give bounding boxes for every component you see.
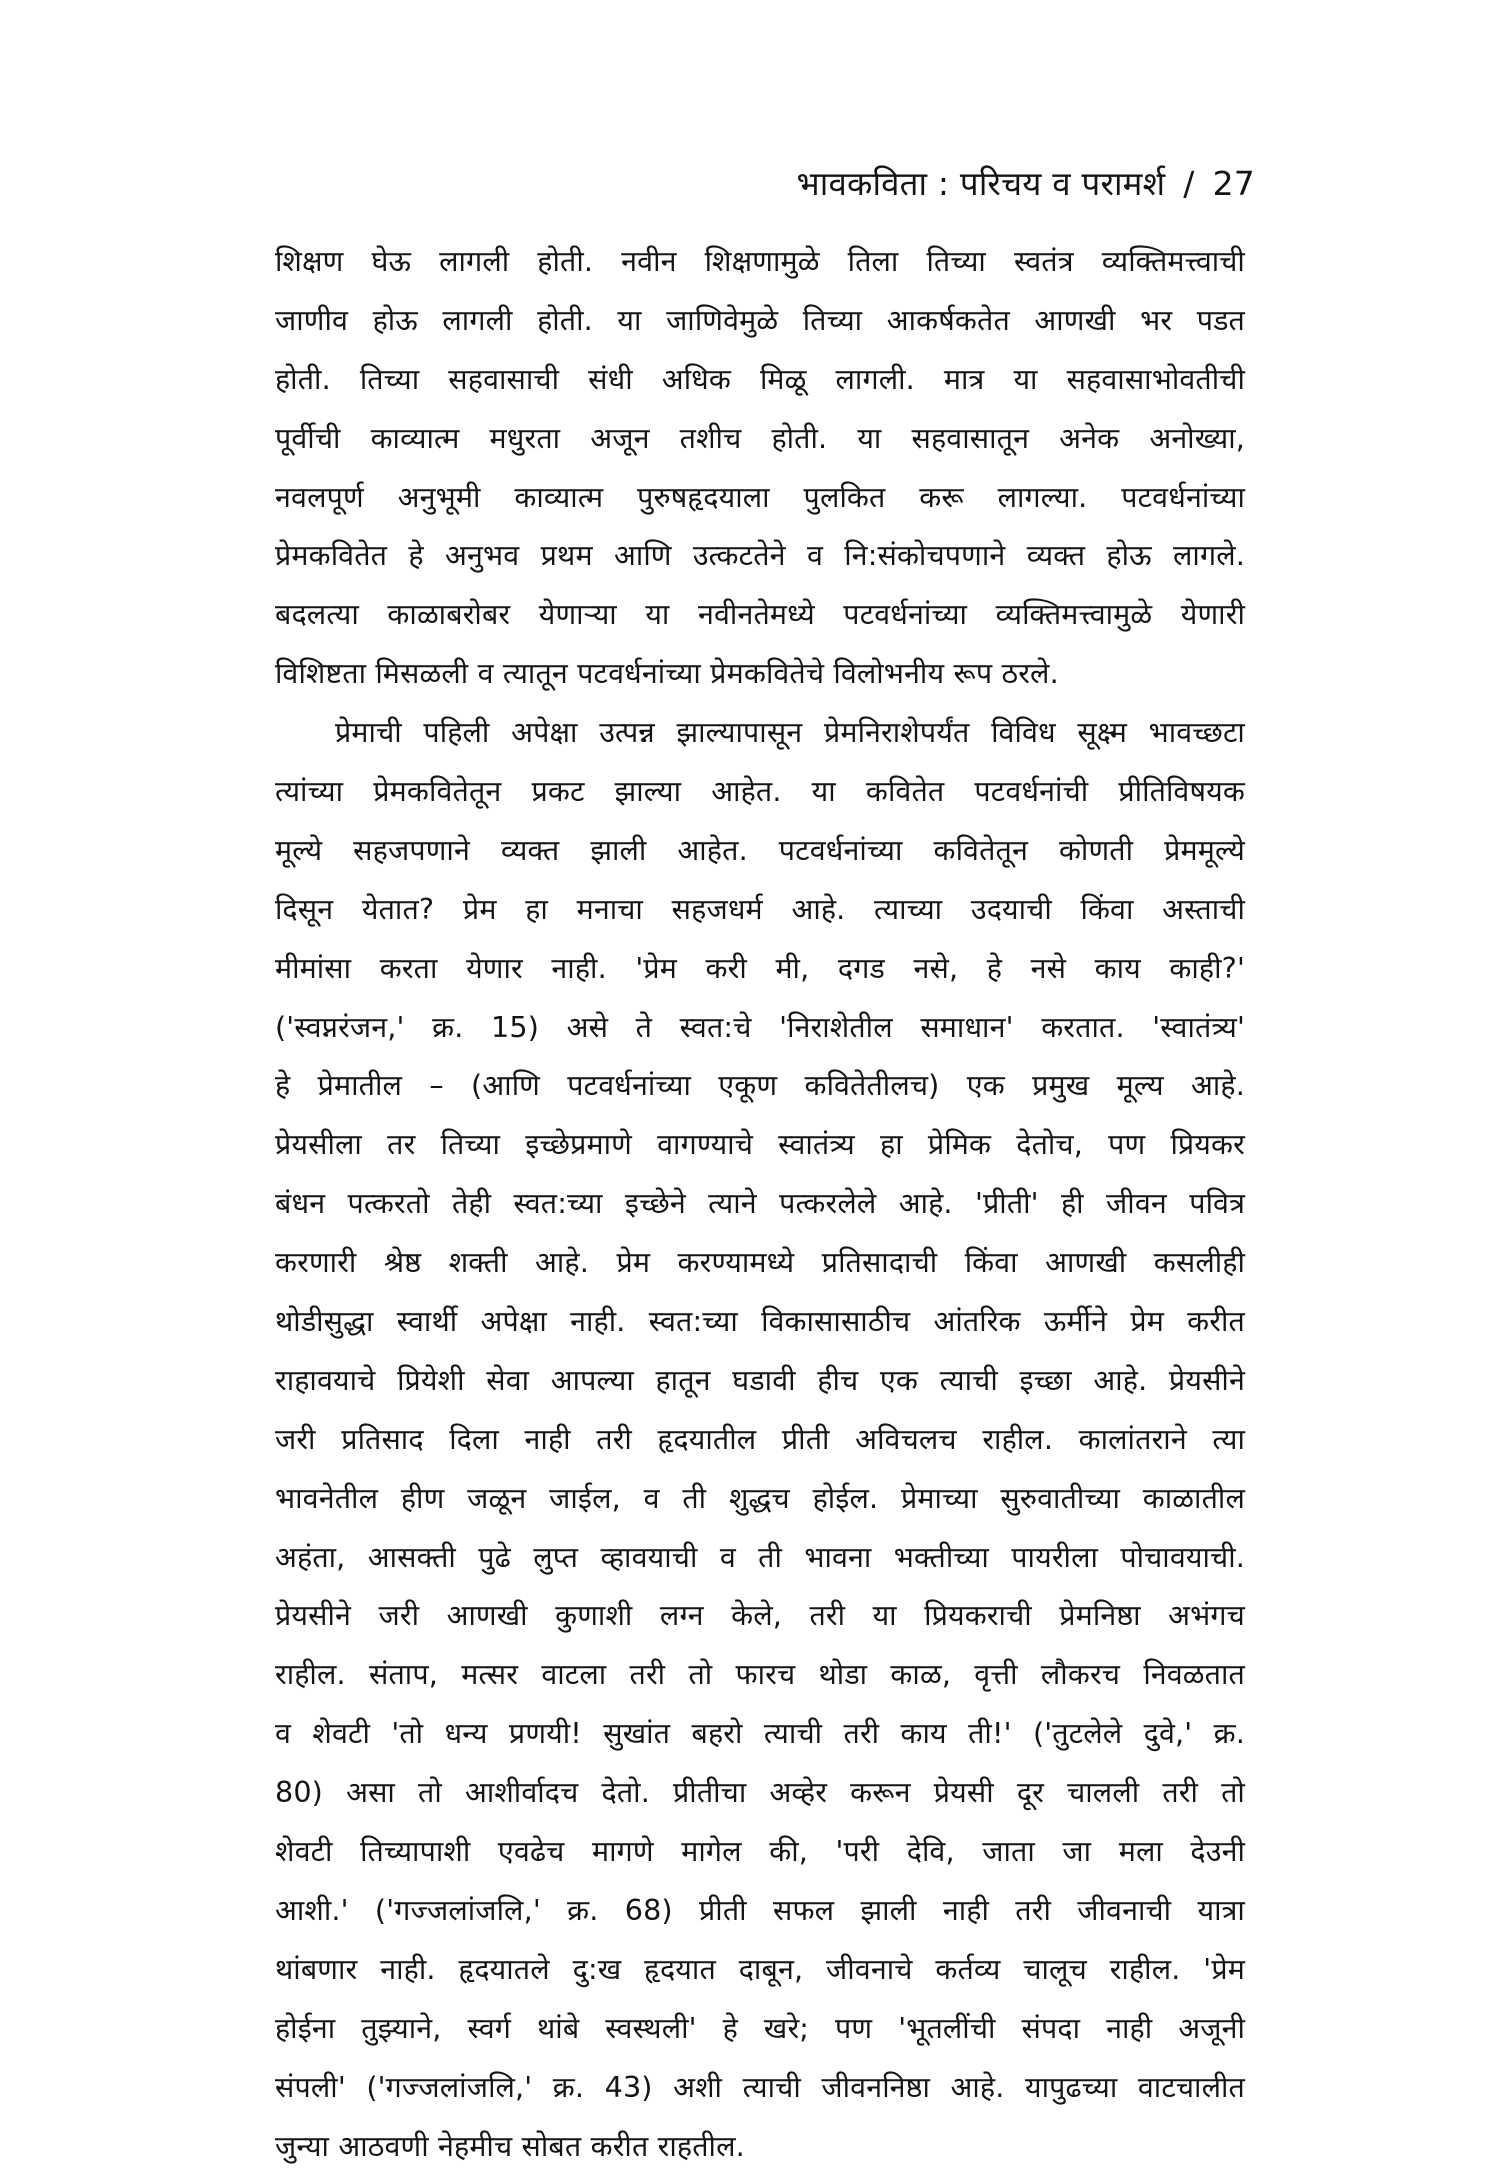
text-line: व शेवटी 'तो धन्य प्रणयी! सुखांत बहरो त्याची तरी काय ती!' ('तुटलेले दुवे,' क्र.: [275, 1704, 1245, 1763]
paragraph-end-line: जुन्या आठवणी नेहमीच सोबत करीत राहतील.: [275, 2117, 1245, 2175]
text-line: 80) असा तो आशीर्वादच देतो. प्रीतीचा अव्हेर करून प्रेयसी दूर चालली तरी तो: [275, 1763, 1245, 1822]
text-line: प्रेयसीला तर तिच्या इच्छेप्रमाणे वागण्याचे स्वातंत्र्य हा प्रेमिक देतोच, पण प्रियकर: [275, 1115, 1245, 1174]
text-line: करणारी श्रेष्ठ शक्ती आहे. प्रेम करण्यामध्ये प्रतिसादाची किंवा आणखी कसलीही: [275, 1233, 1245, 1292]
text-line: बदलत्या काळाबरोबर येणाऱ्या या नवीनतेमध्ये पटवर्धनांच्या व्यक्तिमत्त्वामुळे येणारी: [275, 585, 1245, 644]
text-line: अहंता, आसक्ती पुढे लुप्त व्हावयाची व ती भावना भक्तीच्या पायरीला पोचावयाची.: [275, 1528, 1245, 1587]
text-line: नवलपूर्ण अनुभूमी काव्यात्म पुरुषहृदयाला पुलकित करू लागल्या. पटवर्धनांच्या: [275, 468, 1245, 527]
text-line: त्यांच्या प्रेमकवितेतून प्रकट झाल्या आहेत. या कवितेत पटवर्धनांची प्रीतिविषयक: [275, 762, 1245, 821]
text-line: जरी प्रतिसाद दिला नाही तरी हृदयातील प्रीती अविचलच राहील. कालांतराने त्या: [275, 1410, 1245, 1469]
paragraph-end-line: विशिष्टता मिसळली व त्यातून पटवर्धनांच्या प्रेमकवितेचे विलोभनीय रूप ठरले.: [275, 644, 1245, 703]
body-text: [275, 232, 1245, 2175]
text-line: शेवटी तिच्यापाशी एवढेच मागणे मागेल की, 'परी देवि, जाता जा मला देउनी: [275, 1822, 1245, 1881]
text-line: पूर्वीची काव्यात्म मधुरता अजून तशीच होती. या सहवासातून अनेक अनोख्या,: [275, 409, 1245, 468]
book-title: भावकविता : परिचय व परामर्श: [797, 164, 1166, 203]
text-line: प्रेयसीने जरी आणखी कुणाशी लग्न केले, तरी या प्रियकराची प्रेमनिष्ठा अभंगच: [275, 1586, 1245, 1645]
text-line: दिसून येतात? प्रेम हा मनाचा सहजधर्म आहे. त्याच्या उदयाची किंवा अस्ताची: [275, 880, 1245, 939]
page-number: 27: [1213, 164, 1255, 203]
running-header: [797, 162, 1256, 206]
text-line: राहील. संताप, मत्सर वाटला तरी तो फारच थोडा काळ, वृत्ती लौकरच निवळतात: [275, 1645, 1245, 1704]
text-line: थोडीसुद्धा स्वार्थी अपेक्षा नाही. स्वत:च्या विकासासाठीच आंतरिक ऊर्मीने प्रेम करीत: [275, 1292, 1245, 1351]
text-line: थांबणार नाही. हृदयातले दु:ख हृदयात दाबून, जीवनाचे कर्तव्य चालूच राहील. 'प्रेम: [275, 1940, 1245, 1999]
text-line: भावनेतील हीण जळून जाईल, व ती शुद्धच होईल. प्रेमाच्या सुरुवातीच्या काळातील: [275, 1469, 1245, 1528]
paragraph-start-line: प्रेमाची पहिली अपेक्षा उत्पन्न झाल्यापासून प्रेमनिराशेपर्यंत विविध सूक्ष्म भावच्छटा: [275, 703, 1245, 762]
text-line: आशी.' ('गज्जलांजलि,' क्र. 68) प्रीती सफल झाली नाही तरी जीवनाची यात्रा: [275, 1881, 1245, 1940]
text-line: मीमांसा करता येणार नाही. 'प्रेम करी मी, दगड नसे, हे नसे काय काही?': [275, 939, 1245, 998]
text-line: बंधन पत्करतो तेही स्वत:च्या इच्छेने त्याने पत्करलेले आहे. 'प्रीती' ही जीवन पवित्र: [275, 1174, 1245, 1233]
text-line: मूल्ये सहजपणाने व्यक्त झाली आहेत. पटवर्धनांच्या कवितेतून कोणती प्रेममूल्ये: [275, 821, 1245, 880]
text-line: होती. तिच्या सहवासाची संधी अधिक मिळू लागली. मात्र या सहवासाभोवतीची: [275, 350, 1245, 409]
header-separator: /: [1183, 164, 1194, 203]
text-line: होईना तुझ्याने, स्वर्ग थांबे स्वस्थली' हे खरे; पण 'भूतलींची संपदा नाही अजूनी: [275, 1999, 1245, 2058]
text-line: राहावयाचे प्रियेशी सेवा आपल्या हातून घडावी हीच एक त्याची इच्छा आहे. प्रेयसीने: [275, 1351, 1245, 1410]
text-line: ('स्वप्नरंजन,' क्र. 15) असे ते स्वत:चे 'निराशेतील समाधान' करतात. 'स्वातंत्र्य': [275, 998, 1245, 1057]
text-line: जाणीव होऊ लागली होती. या जाणिवेमुळे तिच्या आकर्षकतेत आणखी भर पडत: [275, 291, 1245, 350]
text-line: हे प्रेमातील – (आणि पटवर्धनांच्या एकूण कवितेतीलच) एक प्रमुख मूल्य आहे.: [275, 1056, 1245, 1115]
text-line: संपली' ('गज्जलांजलि,' क्र. 43) अशी त्याची जीवननिष्ठा आहे. यापुढच्या वाटचालीत: [275, 2058, 1245, 2117]
text-line: प्रेमकवितेत हे अनुभव प्रथम आणि उत्कटतेने व नि:संकोचपणाने व्यक्त होऊ लागले.: [275, 526, 1245, 585]
text-line: शिक्षण घेऊ लागली होती. नवीन शिक्षणामुळे तिला तिच्या स्वतंत्र व्यक्तिमत्त्वाची: [275, 232, 1245, 291]
